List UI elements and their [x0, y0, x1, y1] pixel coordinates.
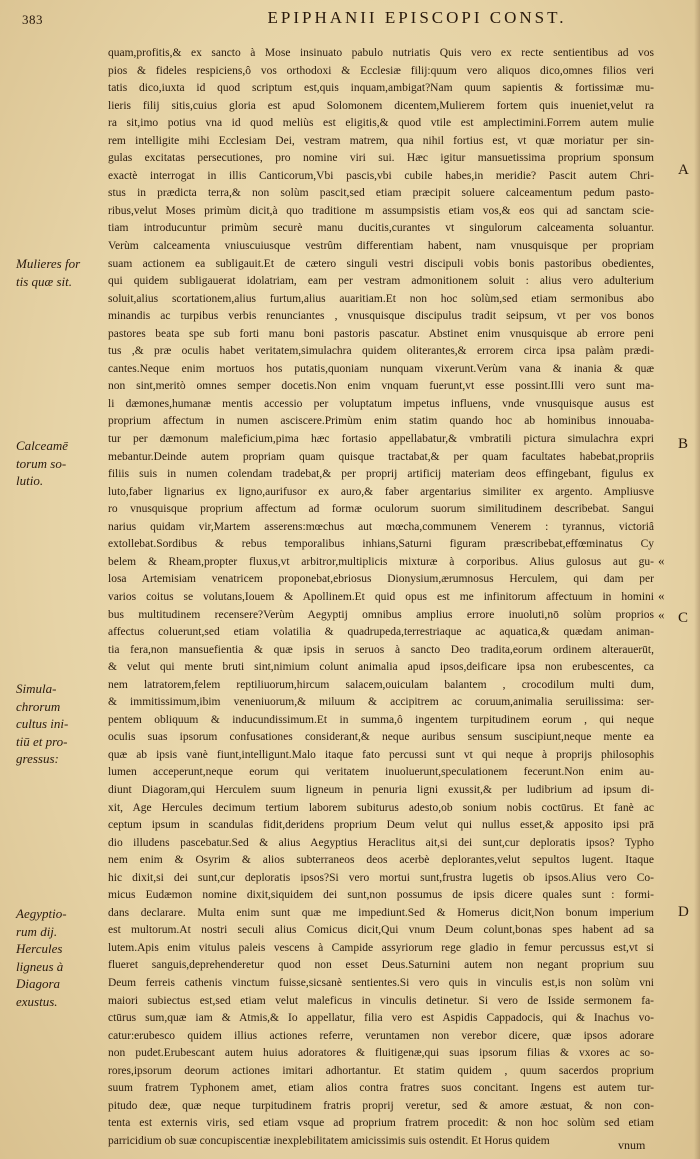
text-line: luto,faber lignarius ex ligno,aurifusor ex auro,& faber argentarius similiter ex argento. Ampliusve: [108, 485, 654, 498]
text-line: tus ,& præ oculis habet veritatem,simulachra quidem oliterantes,& errorem circa ipsa palàm prædi-: [108, 345, 654, 358]
margin-note-line: Mulieres for: [16, 256, 81, 271]
text-line: tia fera,non mansuefientia & quæ ipsis in seruos à sancto Deo tradita,eorum ordinem alterauerūt,: [108, 643, 654, 656]
text-line: rores,ipsorum deorum actiones imitari adhortantur. Et statim quidem , quum sacerdos proprium: [108, 1064, 654, 1077]
text-line: li dæmones,humanæ mentis accessio per voluptatum impetus influens, vnde vnusquisque ausus est: [108, 397, 654, 410]
text-line: filiis suis in numen colendam tradebat,& per proprij artificij materiam deos effingebant, figulus ex: [108, 468, 654, 481]
text-line: non pudet.Erubescant autem huius adoratores & fluitigenæ,qui suas ipsorum filias & vxores ac so-: [108, 1047, 654, 1060]
text-line: tur per dæmonum maleficium,pima hæc fortasio appellabatur,& vmbratili pictura simulachra expri: [108, 433, 654, 446]
quote-mark: «: [658, 588, 665, 603]
text-line: losa Artemisiam venatricem proponebat,ebriosus Dionysium,ærumnosus Herculem, qui dam per: [108, 573, 654, 586]
text-line: suam actionem ea subligauit.Et de cætero singuli vestri discipuli vobis bonis pastoribus obedientes,: [108, 257, 654, 270]
text-line: belem & Rheam,propter fluxus,vt arbitror,multiplicis mixturæ à corporibus. Alius gulosus aut gu-: [108, 555, 654, 568]
text-line: varios coitus se volutans,Iouem & Apollinem.Et quid opus est me infinitorum affectuum in homini: [108, 590, 654, 603]
margin-note-hercules: [16, 940, 108, 1010]
text-line: non sint,meritò omnes semper docetis.Non enim vnquam fuerunt,vt esse possint.Illi vero sunt ma-: [108, 380, 654, 393]
page-edge-shadow: [694, 0, 700, 1159]
quote-mark: «: [658, 607, 665, 622]
text-line: ctūrus sum,quæ iam & Atmis,& Io appellatur, filia vero est Aspidis Cappadocis, qui & Inachus vo-: [108, 1012, 654, 1025]
text-line: tatis dico,iuxta id quod scriptum est,quis inquam,ambigat?Nam quum sapientis & fortissimæ mu-: [108, 82, 654, 95]
text-line: ribus,velut Moses primùm dicit,à quo traditione m assumpsistis etiam vos,& eos qui ad sanctam scie-: [108, 204, 654, 217]
text-line: gulas excitatas persecutiones, pro nomine viri sui. Hæc igitur mansuetissima proprium sponsum: [108, 152, 654, 165]
margin-note-line: lutio.: [16, 473, 44, 488]
text-line: nem enim & Osyrim & alios subterraneos deos acerbè deplorantes,velut sepultos lugent. Itaque: [108, 854, 654, 867]
text-line: Deum ferreis cathenis vinctum fuisse,sicsanè sentientes.Si vero quis in vinculis est,is non solùm vni: [108, 976, 654, 989]
text-line: & velut qui mente bruti sint,nimium colunt animalia apud ipsos,deificare ipsa non erubescentes, ca: [108, 661, 654, 674]
text-line: pentem obliquum & inducundissimum.Et in summa,ô ingentem turpitudinem eorum , qui neque: [108, 713, 654, 726]
margin-note-line: tiū et pro-: [16, 733, 68, 749]
text-line: pastores beata spe sub forti manu boni pastoris pascatur. Abstinet enim vnusquisque ab errore peni: [108, 327, 654, 340]
text-line: pitudo deæ, quæ neque turpitudinem fratris proprij veretur, sed & amore æstuat, & non con-: [108, 1099, 654, 1112]
margin-note-line: Calceamē: [16, 438, 68, 453]
text-line: stus in prædicta terra,& non solùm pascit,sed etiam præcipit soluere calceamentum pedum pasto-: [108, 187, 654, 200]
margin-note-line: gressus:: [16, 751, 59, 766]
margin-note-line: ligneus à: [16, 958, 64, 974]
text-line: flueret sanguis,deprehenderetur quod non esset Deus.Saturnini autem non negant proprium suu: [108, 959, 654, 972]
text-line: cantes.Neque enim mortuos hos putatis,quoniam nunquam vixerunt.Verùm vana & inania & quæ: [108, 362, 654, 375]
text-line: qui quidem subligauerat idolatriam, eam per vestram admonitionem soluit : alius vero adulterium: [108, 275, 654, 288]
margin-note-line: Aegyptio-: [16, 906, 67, 921]
catchword: vnum: [618, 1138, 646, 1152]
text-line: narius quidam vir,Martem asserens:mœchus aut mœcha,communem Venerem : tyrannus, victoriâ: [108, 520, 654, 533]
text-line: suum fratrem Typhonem amet, etiam alios contra fratres suos concitant. Ingens est autem tur-: [108, 1082, 654, 1095]
text-line: lumen acceperunt,neque eorum qui veritatem inuoluerunt,speculationem fecerunt.Non enim au-: [108, 766, 654, 779]
text-line: dio illudens pascebatur.Sed & alius Aegyptius Heraclitus ait,si dei sunt,cur deploratis ipsos? Typho: [108, 836, 654, 849]
text-line: soluit,alius scortationem,alius furtum,alius auaritiam.Et non hoc solùm,sed etiam sermonibus abo: [108, 292, 654, 305]
text-line: est multorum.At nostri seculi alius Comicus dicit,Qui vnum Deum colunt,bonas spes habent ad sa: [108, 924, 654, 937]
text-line: ro vnusquisque proprium affectum ad formæ oculorum suorum similitudinem describebat. Sangui: [108, 503, 654, 516]
text-line: xit, Age Hercules decimum tertium laborem subiturus adesto,ob sonium nobis coctūrus. Et fanè ac: [108, 801, 654, 814]
text-line: exactè interrogat in illis Canticorum,Vbi pascis,vbi cubile habes,in meridie? Pascit autem Chri-: [108, 169, 654, 182]
text-line: catur:erubesco quidem illius actiones referre, veruntamen non verebor dicere, quæ ipsos adorare: [108, 1029, 654, 1042]
margin-note-mulieres: [16, 255, 108, 290]
text-line: & immitissimum,ibim veneniuorum,& miluum & accipitrem ac coruum,animalia seruilissima: ser-: [108, 696, 654, 709]
text-line: Verùm calceamenta vniuscuiusque vestrûm differentiam habent, nam vnusquisque per propriam: [108, 240, 654, 253]
text-line: hic dixit,si dei sunt,cur deploratis ipsos?Si vero mortui sunt,frustra lugetis ob ipsos.Alius vero Co-: [108, 871, 654, 884]
text-line: parricidium ob suæ concupiscentiæ inexplebilitatem amicissimis suis ostendit. Et Horus quidem: [108, 1134, 550, 1147]
text-line: micus Eudæmon nomine dixit,siquidem dei sunt,non possumus de ipsis dicere quales sunt : formi-: [108, 889, 654, 902]
margin-note-line: Diagora: [16, 976, 61, 991]
page-number: 383: [22, 12, 43, 27]
text-line: dans declarare. Multa enim sunt quæ me impediunt.Sed & Homerus dicit,Non bonum imperium: [108, 906, 654, 919]
section-letter-a: A: [678, 162, 689, 178]
text-line: mebantur.Deinde autem propriam quam quisque tractabat,& per quam facultates habebat,propriis: [108, 450, 654, 463]
text-line: proprium affectum in numen asciscere.Primùm enim statim quando hoc ab hominibus innouaba-: [108, 415, 654, 428]
section-letter-d: D: [678, 904, 689, 920]
margin-note-aegyptiorum: [16, 905, 108, 940]
text-line: maiori subiectus est,sed etiam velut maleficus in vinculis detinetur. Si vero de Isside sermonem fa-: [108, 994, 654, 1007]
margin-note-line: Simula-: [16, 681, 57, 696]
text-line: tenta est externis viris, sed etiam vsque ad proprium fratrem procedit: & non hoc solùm sed etiam: [108, 1117, 654, 1130]
margin-note-line: chrorum: [16, 698, 61, 714]
text-line: quam,profitis,& ex sancto à Mose insinuato pabulo nutriatis Quis vero ex recte sentientibus ad vos: [108, 47, 654, 59]
text-line: lutem.Apis enim vitulus paleis vescens à Campide assyriorum rege gladio in femur percussus est,vt si: [108, 941, 654, 954]
text-line: lieris filij sitis,cuius gloria est apud Solomonem dicentem,Mulierem fortem quis inueniet,velut ra: [108, 99, 654, 112]
text-line: ra sit,imo potius vna id quod meliùs est eligitis,& quod vtile est amplectimini.Forrem autem mulie: [108, 117, 654, 130]
quote-mark: «: [658, 553, 665, 568]
margin-note-line: rum dij.: [16, 923, 58, 939]
text-line: nem latratorem,felem reptiliuorum,hircum salacem,ouiculam balantem , crocodilum multi dum,: [108, 678, 654, 691]
text-line: ceptum ipsum in scandulas fidit,deridens proprium Deum velut qui nullus esset,& apposito ipsi prā: [108, 819, 654, 832]
margin-note-line: torum so-: [16, 455, 67, 471]
text-line: quæ ab ipsis vanè fiunt,intelligunt.Malo itaque fato percussi sunt vt qui neque à proprijs philosophis: [108, 748, 654, 761]
text-line: affectus coluerunt,sed etiam volatilia & quadrupeda,terrestriaque ac aquatica,& quædam animan-: [108, 626, 654, 639]
margin-note-simulachrorum: [16, 680, 108, 768]
text-line: rem intelligite mihi Ecclesiam Dei, vestram matrem, qua nihil fortius est, vt quæ moriatur per sin-: [108, 134, 654, 147]
main-text-block: [108, 45, 654, 1150]
text-line: oculis suas ipsorum confusationes considerant,& neque auribus sensum suscipiunt,neque mente ea: [108, 731, 654, 744]
text-line: extollebat.Sordibus & rebus temporalibus inhians,Saturni figuram præscribebat,effœminatus Cy: [108, 538, 654, 551]
margin-note-line: tis quæ sit.: [16, 273, 72, 289]
margin-note-calceamentorum: [16, 437, 108, 490]
text-line: pios & fideles respiciens,ô vos orthodoxi & Ecclesiæ filij:quum vero aliquos dico,omnes filios veri: [108, 64, 654, 77]
page-header: [22, 8, 682, 32]
text-line: minandis ac turpibus verbis renunciantes , vnusquisque discipulus tradit seipsum, vt per vos bonos: [108, 310, 654, 323]
text-line: bus multitudinem recensere?Verùm Aegyptij omnibus amplius errore inuoluti,nō solùm proprios: [108, 608, 654, 621]
margin-note-line: exustus.: [16, 993, 58, 1009]
margin-note-line: Hercules: [16, 941, 63, 956]
text-line: tiam introducuntur primùm securè manu ducitis,curantes vt singulorum calceamenta soluantur.: [108, 222, 654, 235]
margin-note-line: cultus ini-: [16, 716, 69, 731]
running-title: EPIPHANII EPISCOPI CONST.: [267, 8, 567, 27]
section-letter-b: B: [678, 436, 689, 452]
section-letter-c: C: [678, 610, 689, 626]
text-line: diunt Diagoram,qui Herculem suum ligneum in penuria ligni exussit,& per ludibrium ad ipsum di-: [108, 783, 654, 796]
